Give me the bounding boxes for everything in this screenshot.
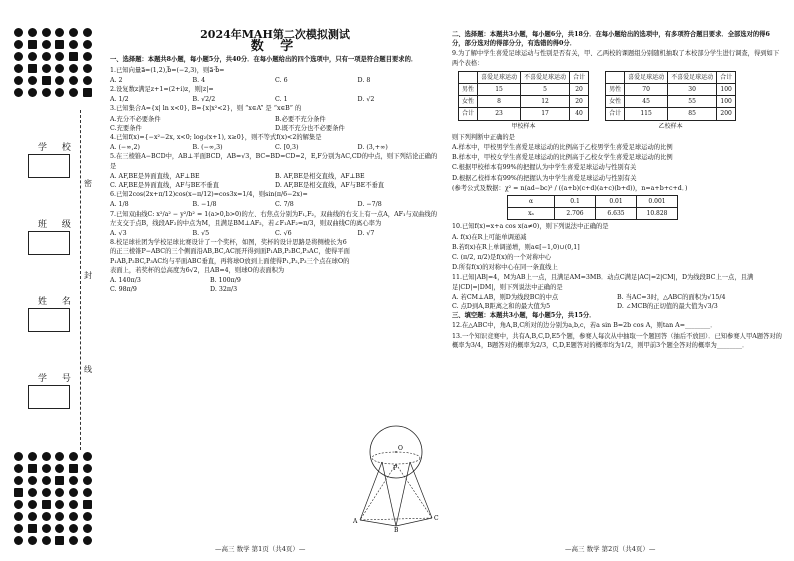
binding-strip	[0, 0, 108, 561]
exam-title: 2024年MAH第二次模拟测试	[200, 28, 350, 41]
page-footer-right: —高三 数学 第2页（共4页）—	[565, 545, 656, 553]
option: A. (−∞,2)	[110, 144, 140, 152]
table-row: 合计 23 17 40	[459, 108, 589, 120]
question-4-options	[110, 143, 440, 152]
section-1-heading: 一、选择题：本题共8小题，每小题5分，共40分．在每小题给出的四个选项中，只有一项是符合题目要求的．	[110, 56, 418, 64]
class-label: 班 级	[38, 220, 77, 230]
option: C.充要条件	[110, 124, 142, 132]
question-7-options	[110, 229, 440, 238]
option: A. 2	[110, 76, 123, 84]
question-10: 10.已知f(x)=x+a cos x(a≠0)，则下列说法中正确的是	[452, 223, 609, 231]
question-13: 13.一个知识竞赛中，共有A,B,C,D,E5个题，参赛人每次从中抽取一个题回答（抽后不放回）．已知参赛人甲A题答对的概率为3/4，B题答对的概率为2/3，C,D,E题答对的概率均为1/2，则甲前3个题全答对的概率为________．	[452, 332, 782, 349]
option: C. [0,3)	[275, 144, 299, 152]
table-jia-wrap	[458, 71, 589, 131]
question-3: 3.已知集合A={x| ln x<0}, B={x|x²<2}，则 “x∈A” 是 “x∈B” 的	[110, 105, 302, 113]
question-5-options	[110, 172, 440, 190]
seal-char: 密	[84, 179, 92, 188]
option: B. √2/2	[192, 96, 216, 104]
seal-char: 封	[84, 271, 92, 280]
reference-formula: (参考公式及数据：χ² = n(ad−bc)² / ((a+b)(c+d)(a+c)(b+d))，n=a+b+c+d．)	[452, 184, 688, 192]
option: D. (3,+∞)	[357, 144, 388, 152]
option: A.样本中，甲校男学生喜爱足球运动的比例高于乙校男学生喜爱足球运动的比例	[452, 144, 673, 152]
option: C. 1	[275, 96, 288, 104]
table-row: 合计 115 85 200	[606, 108, 736, 120]
trophy-figure	[352, 422, 440, 532]
subject-title: 数 学	[250, 39, 300, 55]
question-5: 5.在三棱锥A−BCD中，AB⊥平面BCD，AB=√3，BC=BD=CD=2，E,F分别为AC,CD的中点，则下列结论正确的是	[110, 153, 438, 170]
dot-pattern-top	[14, 28, 94, 97]
question-9: 9.为了解中学生喜爱足球运动与性别是否有关，甲、乙两校的课题组分别随机抽取了本校部分学生进行调查，得到如下两个表格：	[452, 50, 780, 67]
option: C. 6	[275, 76, 288, 84]
question-6-options	[110, 200, 440, 209]
label-p: P	[393, 465, 398, 472]
name-field[interactable]	[28, 308, 70, 332]
question-6: 6.已知2cos(2x+π/12)cos(x−π/12)=cos3x=1/4，则sin(π/6−2x)=	[110, 191, 308, 199]
option: B. √5	[192, 230, 210, 238]
option: D. ∠MCB的正切值的最大值为√3/3	[617, 303, 718, 311]
option: A. 140π/3	[110, 277, 141, 285]
option: C.根据甲校样本有99%的把握认为中学生喜爱足球运动与性别有关	[452, 164, 637, 172]
option: D. AF,BE是相交直线，AF与BE不垂直	[275, 182, 385, 190]
label-a: A	[353, 518, 358, 525]
option: D. 8	[357, 76, 371, 84]
option: B. AF,BE是相交直线，AF⊥BE	[275, 172, 365, 180]
question-8: 8.校足球社团为学校足球比赛设计了一个奖杯，如图，奖杯的设计思路是将侧棱长为6的正三棱锥P−ABC的三个侧面沿AB,BC,AC展开得到面P₁AB,P₂BC,P₃AC，使得平面P₁AB,P₂BC,P₃AC均与平面ABC垂直，再将球O放到上面使得P₁,P₂,P₃三个点在球O的表面上，若奖杯的总高度为6√2，且AB=4，则球O的表面积为	[110, 239, 350, 274]
id-field[interactable]	[28, 385, 70, 409]
dot-pattern-bottom	[14, 452, 94, 545]
table-jia-caption: 甲校样本	[511, 122, 536, 130]
option: D.所有f(x)的对称中心在同一条直线上	[452, 264, 558, 272]
left-column	[110, 28, 440, 532]
table-yi: 喜爱足球运动 不喜爱足球运动 合计 男性 70 30 100 女性 45 55 100 合计 115 85 200	[605, 71, 736, 121]
question-7: 7.已知双曲线C: x²/a² − y²/b² = 1(a>0,b>0)的左、右焦点分别为F₁,F₂，双曲线的右支上有一点A，AF₁与双曲线的左支交于点B，线段AF₂的中点为M，且满足BM⊥AF₂，若∠F₁AF₂=π/3，则双曲线C的离心率为	[110, 210, 437, 227]
critical-value-table	[507, 195, 678, 220]
option: D. √7	[357, 230, 375, 238]
section-2-heading: 二、选择题：本题共3小题，每小题6分，共18分．在每小题给出的选项中，有多项符合题目要求．全部选对的得6分，部分选对的得部分分，有选错的得0分．	[452, 31, 770, 48]
option: C. 98π/9	[110, 286, 137, 294]
table-row: 女性 8 12 20	[459, 96, 589, 108]
seal-char: 线	[84, 365, 92, 374]
table-row: 男性 70 30 100	[606, 84, 736, 96]
option: B.若f(x)在R上单调递增，则a∈[−1,0)∪(0,1]	[452, 243, 580, 251]
label-c: C	[434, 515, 439, 522]
option: B.必要不充分条件	[275, 115, 326, 123]
option: A. f(x)在R上可能单调递减	[452, 233, 527, 241]
table-yi-wrap	[605, 71, 736, 131]
school-field[interactable]	[28, 154, 70, 178]
id-label: 学 号	[38, 374, 77, 384]
option: A. 1/2	[110, 96, 129, 104]
school-label: 学 校	[38, 143, 77, 153]
option: A. 1/8	[110, 201, 129, 209]
page-footer-left: —高三 数学 第1页（共4页）—	[215, 545, 306, 553]
right-column	[452, 30, 782, 351]
class-field[interactable]	[28, 231, 70, 255]
table-row: xₐ 2.706 6.635 10.828	[508, 208, 678, 220]
option: B. 当AC=3时，△ABC的面积为√15/4	[617, 293, 726, 301]
option: B.样本中，甲校女学生喜爱足球运动的比例高于乙校女学生喜爱足球运动的比例	[452, 154, 673, 162]
question-1-options	[110, 76, 440, 85]
option: D. √2	[357, 96, 375, 104]
option: D. 32π/3	[210, 286, 238, 294]
question-11-options	[452, 293, 782, 311]
table-row: 男性 15 5 20	[459, 84, 589, 96]
section-3-heading: 三、填空题：本题共3小题，每小题5分，共15分．	[452, 312, 596, 320]
question-2: 2.设复数z满足z+1=(2+i)z，则|z|=	[110, 86, 214, 94]
question-8-options	[110, 276, 310, 294]
name-label: 姓 名	[38, 297, 77, 307]
seal-line	[80, 110, 81, 450]
option: B. −1/8	[192, 201, 217, 209]
option: B. (−∞,3)	[192, 144, 223, 152]
survey-tables	[458, 71, 782, 131]
option: A. 若CM⊥AB，则D为线段BC的中点	[452, 293, 559, 301]
option: C. 点D到A,B距离之和的最大值为5	[452, 303, 551, 311]
option: C. 7/8	[275, 201, 294, 209]
option: A.充分不必要条件	[110, 115, 161, 123]
option: C. AF,BE是异面直线，AF与BE不垂直	[110, 182, 219, 190]
option: C. (π/2, π/2)是f(x)的一个对称中心	[452, 254, 552, 262]
option: B. 4	[192, 76, 206, 84]
option: A. √3	[110, 230, 127, 238]
table-yi-caption: 乙校样本	[658, 122, 683, 130]
label-o: O	[398, 445, 403, 452]
table-row: 女性 45 55 100	[606, 96, 736, 108]
option: C. √6	[275, 230, 292, 238]
table-jia: 喜爱足球运动 不喜爱足球运动 合计 男性 15 5 20 女性 8 12 20 合计 23 17 40	[458, 71, 589, 121]
question-12: 12.在△ABC中，角A,B,C所对的边分别为a,b,c，若a sin B=2b cos A，则tan A=________．	[452, 322, 717, 330]
table-row: α 0.1 0.01 0.001	[508, 196, 678, 208]
question-4: 4.已知f(x)={−x²−2x, x<0; log₂(x+1), x≥0}，则不等式f(x)<2的解集是	[110, 134, 322, 142]
option: D.根据乙校样本有99%的把握认为中学生喜爱足球运动与性别有关	[452, 174, 637, 182]
option: D.既不充分也不必要条件	[275, 124, 345, 132]
option: D. −7/8	[357, 201, 382, 209]
label-b: B	[394, 527, 399, 532]
option: A. AF,BE是异面直线，AF⊥BE	[110, 172, 200, 180]
question-2-options	[110, 95, 440, 104]
option: B. 100π/9	[210, 277, 241, 285]
question-11: 11.已知|AB|=4，M为AB上一点，且满足AM=3MB．动点C满足|AC|=2|CM|，D为线段BC上一点，且满足|CD|=|DM|，则下列说法中正确的是	[452, 274, 754, 291]
question-9-lead: 则下列判断中正确的是	[452, 133, 515, 141]
question-3-options	[110, 115, 440, 133]
question-1: 1.已知向量a⃗=(1,2),b⃗=(−2,3)，则a⃗·b⃗=	[110, 66, 225, 74]
